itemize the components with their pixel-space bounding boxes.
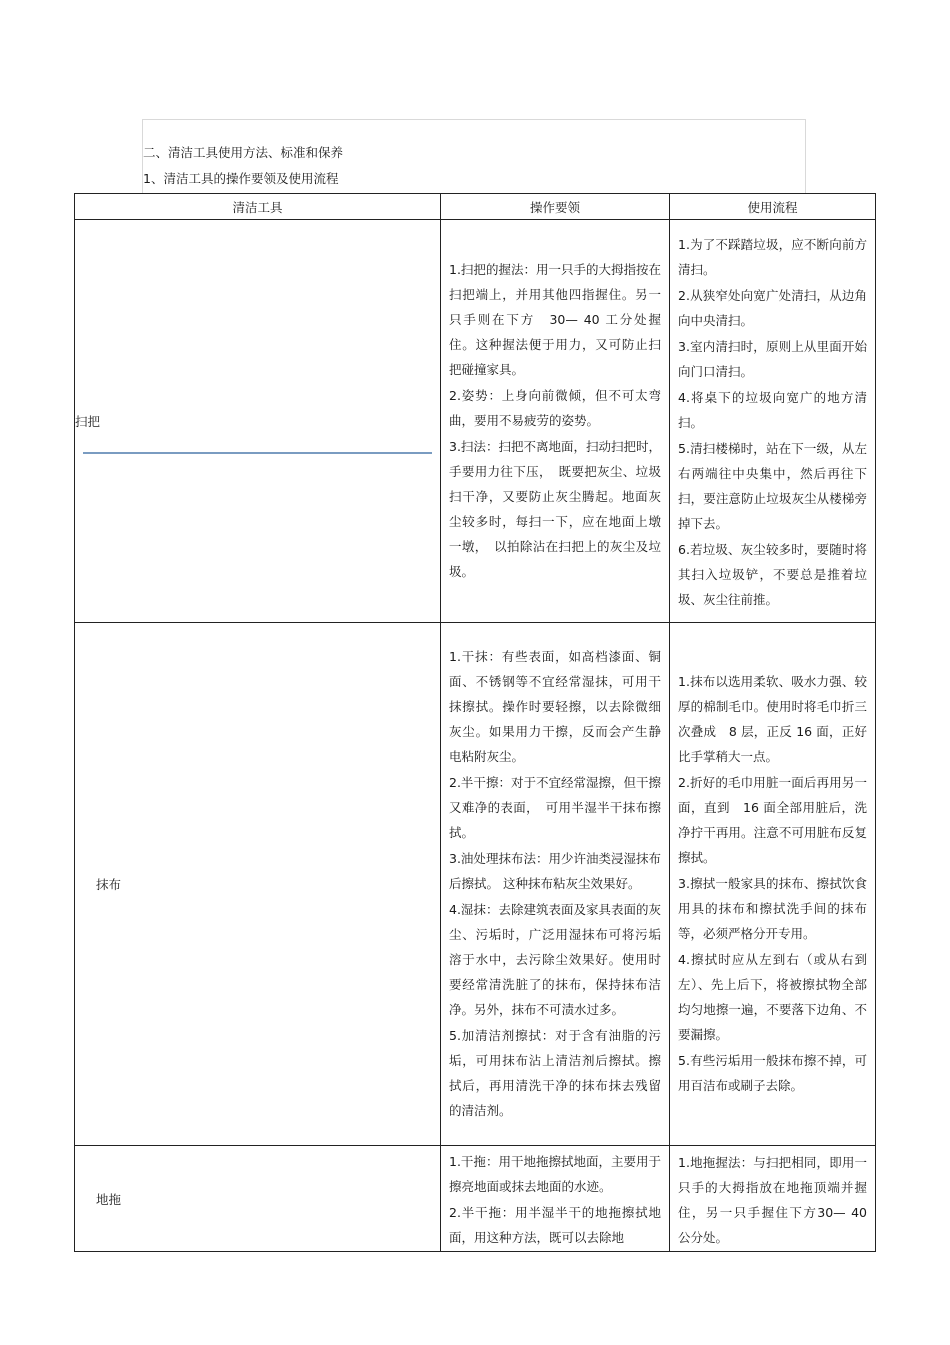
table-row <box>75 623 876 1146</box>
list-item: 2.折好的毛巾用脏一面后再用另一面，直到 16 面全部用脏后，洗净拧干再用。注意不可用脏布反复擦拭。 <box>678 775 867 865</box>
operations-cell <box>441 1146 670 1252</box>
section-heading: 二、清洁工具使用方法、标准和保养 <box>143 145 344 160</box>
list-item: 4.湿抹：去除建筑表面及家具表面的灰尘、污垢时，广泛用湿抹布可将污垢溶于水中，去污除尘效果好。使用时要经常清洗脏了的抹布，保持抹布洁净。另外，抹布不可渍水过多。 <box>449 902 661 1017</box>
list-item: 4.将桌下的垃圾向宽广的地方清扫。 <box>678 389 867 430</box>
header-operations: 操作要领 <box>441 194 670 220</box>
table-header-row <box>75 194 876 220</box>
list-item: 2.从狭窄处向宽广处清扫，从边角向中央清扫。 <box>678 287 867 328</box>
subsection-heading: 1、清洁工具的操作要领及使用流程 <box>143 171 339 186</box>
list-item: 1.地拖握法：与扫把相同，即用一只手的大拇指放在地拖顶端并握住，另一只手握住下方30— 40 公分处。 <box>678 1154 867 1245</box>
list-item: 2.半干拖：用半湿半干的地拖擦拭地面，用这种方法，既可以去除地 <box>449 1205 661 1245</box>
list-item: 1.干拖：用干地拖擦拭地面，主要用于擦亮地面或抹去地面的水迹。 <box>449 1154 661 1194</box>
tool-cell <box>75 623 441 1146</box>
list-item: 2.半干擦：对于不宜经常湿擦，但干擦又难净的表面， 可用半湿半干抹布擦拭。 <box>449 775 661 840</box>
list-item: 3.扫法：扫把不离地面，扫动扫把时，手要用力往下压， 既要把灰尘、垃圾扫干净，又要防止灰尘腾起。地面灰尘较多时，每扫一下，应在地面上墩一墩， 以拍除沾在扫把上的灰尘及垃圾。 <box>449 439 661 579</box>
list-item: 5.清扫楼梯时，站在下一级，从左右两端往中央集中，然后再往下扫，要注意防止垃圾灰尘从楼梯旁掉下去。 <box>678 440 867 531</box>
list-item: 3.擦拭一般家具的抹布、擦拭饮食用具的抹布和擦拭洗手间的抹布等，必须严格分开专用。 <box>678 876 867 941</box>
table-row <box>75 1146 876 1252</box>
tool-cell <box>75 1146 441 1252</box>
operations-cell <box>441 623 670 1146</box>
flow-cell <box>670 1146 876 1252</box>
list-item: 3.油处理抹布法：用少许油类浸湿抹布后擦拭。 这种抹布粘灰尘效果好。 <box>449 851 661 891</box>
operations-cell <box>441 220 670 623</box>
tool-name: 地拖 <box>96 1191 122 1207</box>
header-tool: 清洁工具 <box>75 194 441 220</box>
list-item: 5.加清洁剂擦拭：对于含有油脂的污垢，可用抹布沾上清洁剂后擦拭。擦拭后，再用清洗干净的抹布抹去残留的清洁剂。 <box>449 1028 661 1118</box>
tool-cell <box>75 220 441 623</box>
list-item: 3.室内清扫时，原则上从里面开始向门口清扫。 <box>678 338 867 379</box>
list-item: 6.若垃圾、灰尘较多时，要随时将其扫入垃圾铲，不要总是推着垃圾、灰尘往前推。 <box>678 541 867 607</box>
list-item: 4.擦拭时应从左到右（或从右到左）、先上后下，将被擦拭物全部均匀地擦一遍，不要落下边角、不要漏擦。 <box>678 952 867 1042</box>
flow-cell <box>670 623 876 1146</box>
table-row <box>75 220 876 623</box>
flow-cell <box>670 220 876 623</box>
list-item: 2.姿势：上身向前微倾，但不可太弯曲，要用不易疲劳的姿势。 <box>449 388 661 428</box>
list-item: 1.扫把的握法：用一只手的大拇指按在扫把端上，并用其他四指握住。另一只手则在下方 30— 40 工分处握住。这种握法便于用力，又可防止扫把碰撞家具。 <box>449 262 661 377</box>
divider-line <box>83 452 432 454</box>
list-item: 1.抹布以选用柔软、吸水力强、较厚的棉制毛巾。使用时将毛巾折三次叠成 8 层，正反 16 面，正好比手掌稍大一点。 <box>678 674 867 764</box>
list-item: 5.有些污垢用一般抹布擦不掉，可用百洁布或刷子去除。 <box>678 1053 867 1093</box>
tool-name: 扫把 <box>75 414 101 429</box>
header-flow: 使用流程 <box>670 194 876 220</box>
list-item: 1.为了不踩踏垃圾，应不断向前方清扫。 <box>678 236 867 277</box>
cleaning-tools-table <box>74 193 876 1252</box>
tool-name: 抹布 <box>96 877 122 892</box>
list-item: 1.干抹：有些表面，如高档漆面、铜面、不锈钢等不宜经常湿抹，可用干抹擦拭。操作时要轻擦，以去除微细灰尘。如果用力干擦，反而会产生静电粘附灰尘。 <box>449 649 661 764</box>
